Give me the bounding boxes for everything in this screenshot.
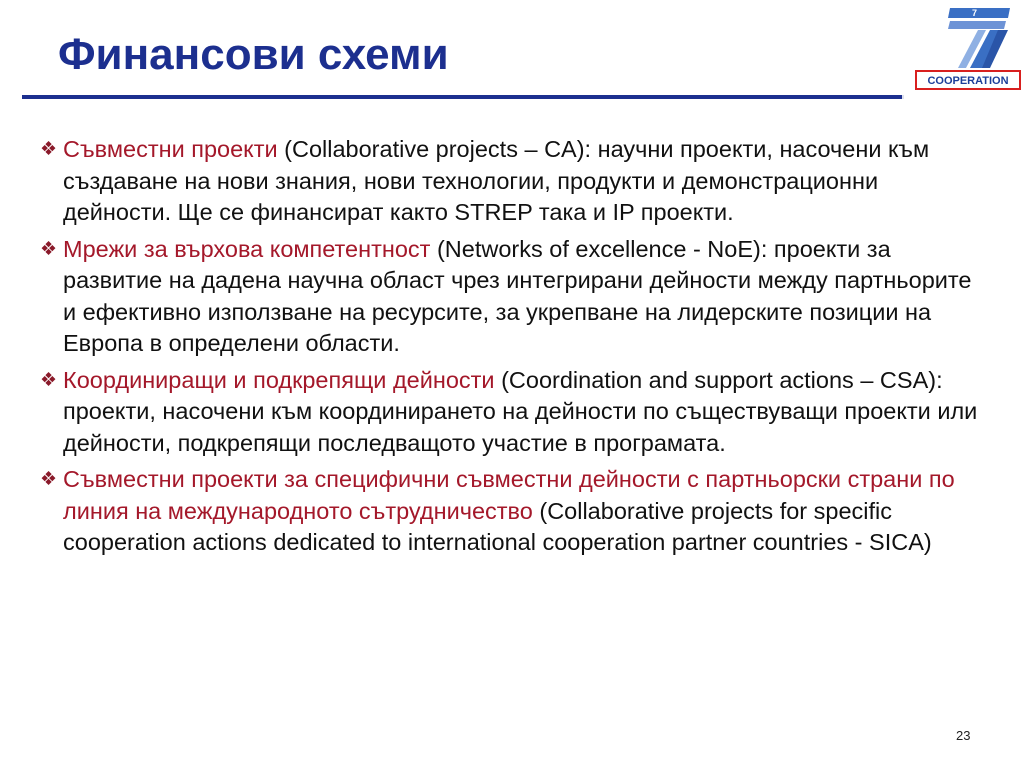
diamond-bullet-icon: ❖	[40, 369, 58, 391]
fp7-cooperation-logo	[912, 2, 1024, 94]
diamond-bullet-icon: ❖	[40, 238, 58, 260]
diamond-bullet-icon: ❖	[40, 469, 58, 490]
bullet-item	[40, 365, 990, 460]
page-number: 23	[956, 728, 971, 743]
bullet-highlight: Съвместни проекти	[63, 136, 278, 162]
logo-label: COOPERATION	[927, 75, 1009, 87]
bullet-highlight: Съвместни проекти за специфични съвместни дейности с партньорски страни по линия на международното сътрудничество	[63, 466, 955, 524]
title-underline-fade	[280, 95, 904, 99]
diamond-bullet-icon: ❖	[40, 139, 58, 160]
bullet-list	[40, 134, 990, 564]
slide-title: Финансови схеми	[58, 30, 449, 79]
bullet-item	[40, 464, 990, 559]
bullet-text: (Collaborative projects – CA): научни проекти, насочени към създаване на нови знания, нови технологии, продукти и демонстрационни дейности. Ще се финансират както STREP така и IP проекти.	[63, 136, 930, 225]
bullet-text: (Collaborative projects for specific cooperation actions dedicated to international cooperation partner countries - SICA)	[63, 497, 932, 555]
bullet-highlight: Координиращи и подкрепящи дейности	[63, 366, 495, 393]
bullet-item	[40, 234, 990, 360]
bullet-highlight: Мрежи за върхова компетентност	[63, 235, 431, 262]
bullet-text: (Coordination and support actions – CSA): проекти, насочени към координирането на дейности по съществуващи проекти или дейности, подкрепящи последващото участие в програмата.	[63, 366, 978, 456]
seven-icon	[948, 8, 1010, 68]
bullet-text: (Networks of excellence - NoE): проекти за развитие на дадена научна област чрез интегрирани дейности между партньорите и ефективно използване на ресурсите, за укрепване на лидерските позиции на Европа в определени области.	[63, 235, 972, 356]
bullet-item	[40, 134, 990, 229]
svg-text:7: 7	[972, 8, 978, 18]
